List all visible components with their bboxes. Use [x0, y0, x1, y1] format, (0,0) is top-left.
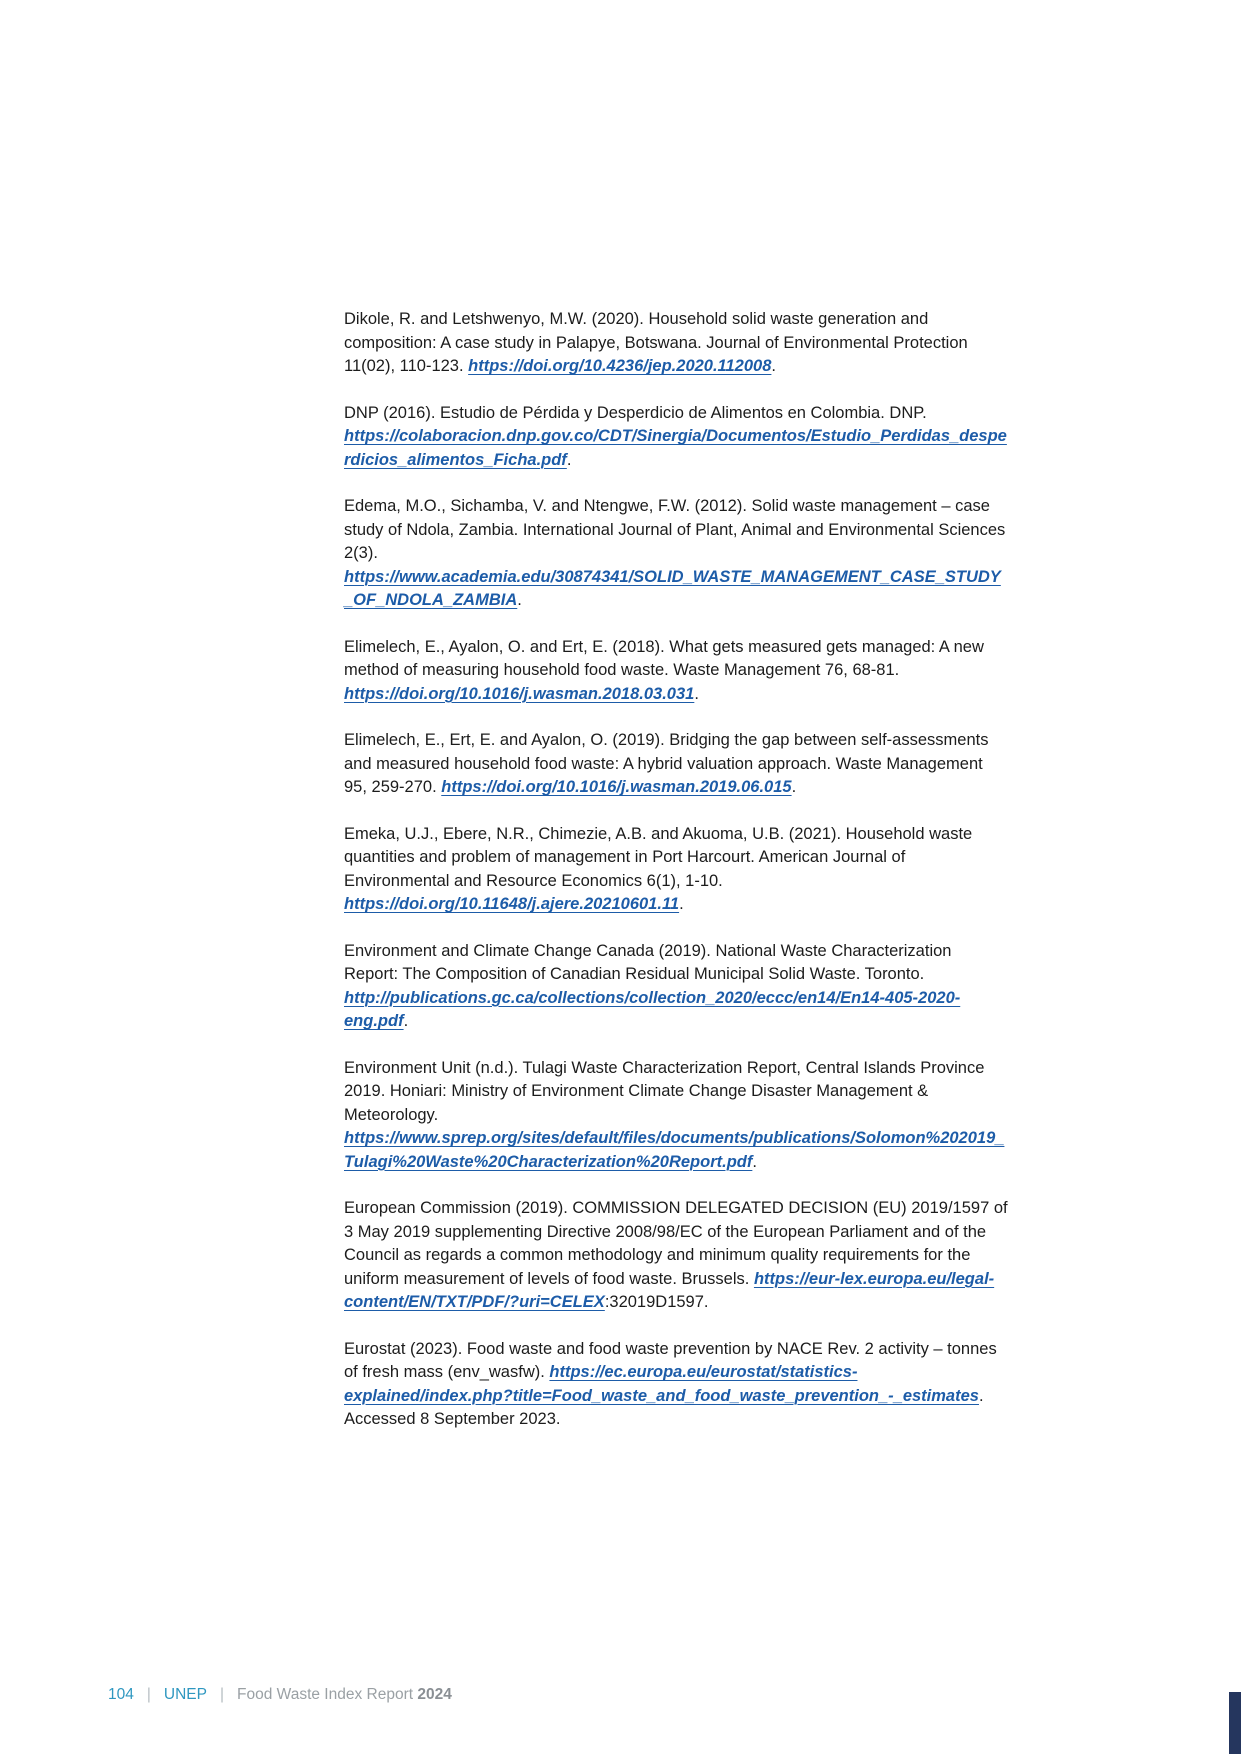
reference-text: DNP (2016). Estudio de Pérdida y Desperdicio de Alimentos en Colombia. DNP. — [344, 403, 927, 422]
reference-text: . — [791, 778, 797, 796]
page-footer — [108, 1686, 452, 1704]
reference-text: Emeka, U.J., Ebere, N.R., Chimezie, A.B. and Akuoma, U.B. (2021). Household waste quantities and problem of management in Port Harcourt. American Journal of Environmental and Resource Economics 6(1), 1-10. — [344, 824, 973, 890]
reference-link[interactable]: https://doi.org/10.1016/j.wasman.2018.03.031 — [344, 684, 695, 703]
footer-org-name: UNEP — [163, 1686, 207, 1703]
reference-link[interactable]: https://www.sprep.org/sites/default/files/documents/publications/Solomon%202019_Tulagi%20Waste%20Characterization%20Report.pdf — [344, 1129, 1005, 1171]
reference-entry — [344, 729, 1008, 800]
reference-entry — [344, 308, 1008, 379]
references-list — [344, 308, 1008, 1455]
footer-report-title-text: Food Waste Index Report — [237, 1686, 414, 1703]
reference-text: . Accessed 8 September 2023. — [344, 1386, 984, 1428]
reference-text: Environment and Climate Change Canada (2019). National Waste Characterization Report: The Composition of Canadian Residual Municipal Solid Waste. Toronto. — [344, 941, 952, 983]
reference-entry — [344, 1197, 1008, 1315]
reference-entry — [344, 940, 1008, 1034]
reference-text: . — [771, 357, 776, 375]
page-edge-tab — [1229, 1692, 1241, 1754]
reference-link[interactable]: https://doi.org/10.4236/jep.2020.112008 — [468, 357, 772, 375]
reference-text: Eurostat (2023). Food waste and food waste prevention by NACE Rev. 2 activity – tonnes of fresh mass (env_wasfw). — [344, 1339, 997, 1381]
reference-text: . — [694, 684, 699, 703]
reference-link[interactable]: https://www.academia.edu/30874341/SOLID_WASTE_MANAGEMENT_CASE_STUDY_OF_NDOLA_ZAMBIA — [344, 567, 1001, 609]
reference-link[interactable]: https://doi.org/10.11648/j.ajere.20210601.11 — [344, 895, 680, 913]
reference-text: Environment Unit (n.d.). Tulagi Waste Characterization Report, Central Islands Province 2019. Honiari: Ministry of Environment Climate Change Disaster Management & Meteorology. — [344, 1058, 985, 1124]
reference-entry — [344, 1338, 1008, 1432]
reference-link[interactable]: https://doi.org/10.1016/j.wasman.2019.06.015 — [441, 778, 792, 796]
reference-text: :32019D1597. — [604, 1293, 709, 1311]
footer-separator: | — [146, 1686, 151, 1703]
reference-entry — [344, 402, 1008, 473]
footer-separator: | — [219, 1686, 225, 1703]
reference-text: . — [752, 1152, 757, 1171]
reference-link[interactable]: https://colaboracion.dnp.gov.co/CDT/Sinergia/Documentos/Estudio_Perdidas_desperdicios_alimentos_Ficha.pdf — [344, 427, 1007, 469]
reference-text: Elimelech, E., Ayalon, O. and Ert, E. (2018). What gets measured gets managed: A new method of measuring household food waste. Waste Management 76, 68-81. — [344, 637, 984, 679]
reference-entry — [344, 495, 1008, 613]
footer-report-title — [237, 1686, 452, 1704]
reference-text: . — [517, 591, 522, 609]
reference-text: Dikole, R. and Letshwenyo, M.W. (2020). Household solid waste generation and composition: A case study in Palapye, Botswana. Journal of Environmental Protection 11(02), 110-123. — [344, 310, 968, 375]
reference-text: . — [679, 895, 684, 913]
reference-link[interactable]: https://eur-lex.europa.eu/legal-content/EN/TXT/PDF/?uri=CELEX — [344, 1269, 995, 1311]
reference-entry — [344, 636, 1008, 707]
reference-text: Edema, M.O., Sichamba, V. and Ntengwe, F.W. (2012). Solid waste management – case study of Ndola, Zambia. International Journal of Plant, Animal and Environmental Sciences 2(3). — [344, 497, 1006, 562]
page-number: 104 — [108, 1686, 134, 1703]
reference-text: . — [403, 1012, 409, 1030]
reference-text: European Commission (2019). COMMISSION DELEGATED DECISION (EU) 2019/1597 of 3 May 2019 supplementing Directive 2008/98/EC of the European Parliament and of the Council as regards a common methodology and minimum quality requirements for the uniform measurement of levels of food waste. Brussels. — [344, 1199, 1008, 1288]
reference-entry — [344, 1057, 1008, 1175]
reference-link[interactable]: https://ec.europa.eu/eurostat/statistics-explained/index.php?title=Food_waste_and_food_waste_prevention_-_estimates — [344, 1363, 979, 1405]
reference-text: . — [566, 450, 572, 469]
reference-entry — [344, 823, 1008, 917]
reference-text: Elimelech, E., Ert, E. and Ayalon, O. (2019). Bridging the gap between self-assessments and measured household food waste: A hybrid valuation approach. Waste Management 95, 259-270. — [344, 731, 989, 796]
footer-report-year: 2024 — [417, 1686, 452, 1703]
reference-link[interactable]: http://publications.gc.ca/collections/collection_2020/eccc/en14/En14-405-2020-eng.pdf — [344, 988, 961, 1030]
